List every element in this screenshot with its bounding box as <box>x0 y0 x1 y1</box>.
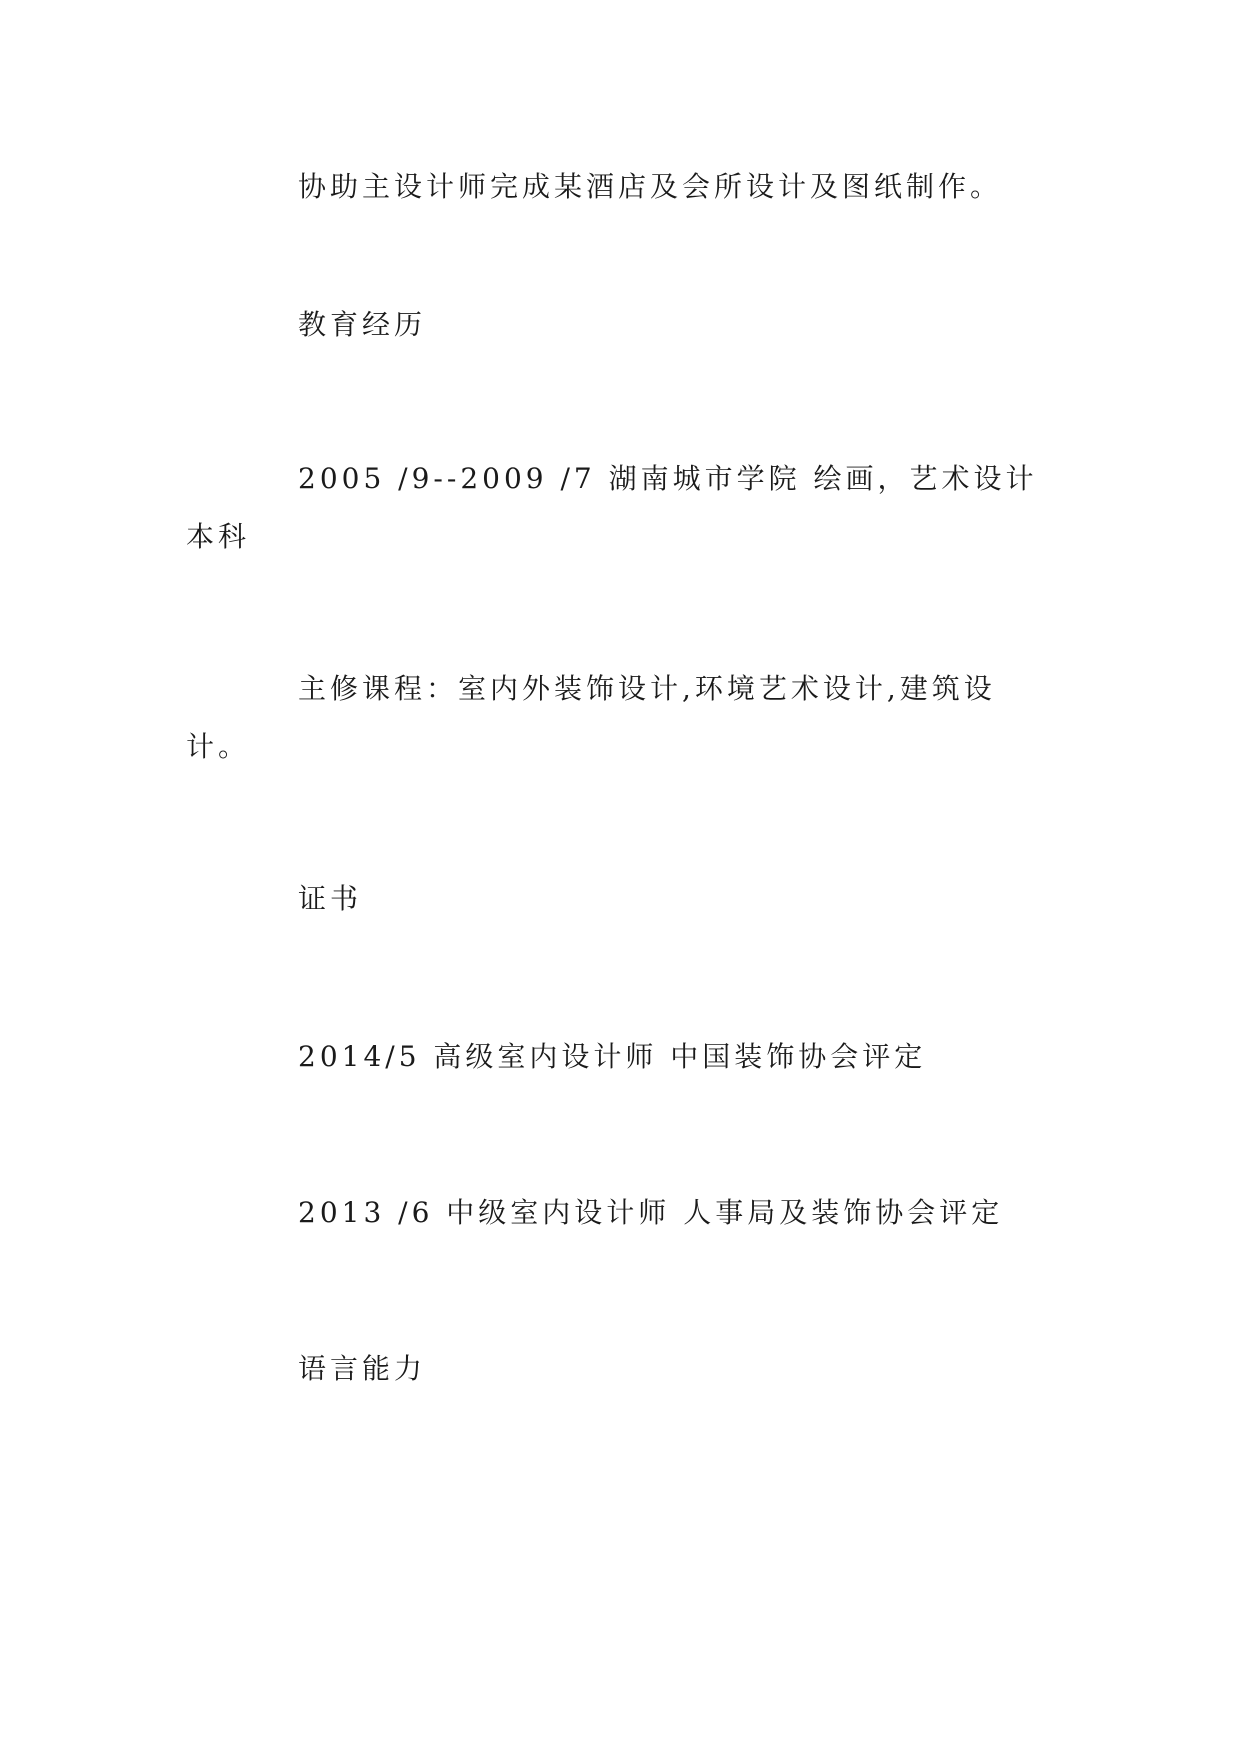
certificate-entry: 2014/5 高级室内设计师 中国装饰协会评定 <box>298 1040 927 1073</box>
work-description-paragraph: 协助主设计师完成某酒店及会所设计及图纸制作。 <box>298 170 1003 203</box>
language-heading: 语言能力 <box>298 1352 427 1385</box>
courses-paragraph: 主修课程：室内外装饰设计,环境艺术设计,建筑设计。 <box>186 672 996 763</box>
certificate-entry: 2013 /6 中级室内设计师 人事局及装饰协会评定 <box>298 1196 1004 1229</box>
education-heading: 教育经历 <box>298 308 427 341</box>
certificates-heading: 证书 <box>298 882 363 915</box>
education-entry: 2005 /9--2009 /7 湖南城市学院 绘画，艺术设计本科 <box>186 462 1038 553</box>
